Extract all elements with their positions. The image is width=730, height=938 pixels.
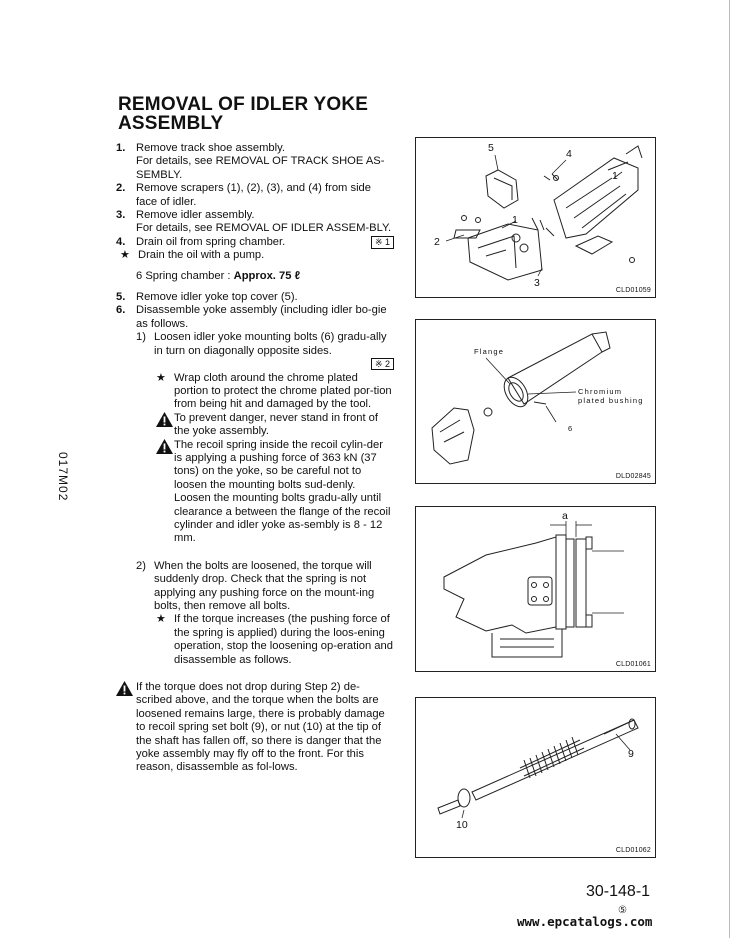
section-code: 017M02	[56, 452, 70, 502]
revision-mark: ⑤	[618, 905, 627, 916]
warning-recoil-spring: The recoil spring inside the recoil cylin-der is applying a pushing force of 363 kN (37 tons) on the yoke, so be careful not to loosen the mounting bolts sud-denly. Loosen the mounting bolts gradu-ally until clearance a between the flange of the recoil cylinder and idler yoke as-sembly is 8 - 12 mm.	[116, 439, 394, 546]
reference-mark: ※ 2	[371, 358, 394, 370]
callout-3: 3	[534, 277, 540, 289]
step-4-note: ★ Drain the oil with a pump.	[120, 249, 265, 262]
step-5: 5. Remove idler yoke top cover (5).	[116, 291, 298, 304]
page-number: 30-148-1	[586, 883, 651, 900]
warning-stand-clear: To prevent danger, never stand in front of the yoke assembly.	[116, 412, 394, 439]
warning-triangle-icon	[156, 412, 173, 427]
callout-2: 2	[434, 236, 440, 248]
step-4: 4. Drain oil from spring chamber. ※ 1	[116, 236, 394, 249]
step-6-1: 1) Loosen idler yoke mounting bolts (6) gradu-ally in turn on diagonally opposite sides. ※ 2	[116, 331, 394, 371]
step-6-2-note: ★ If the torque increases (the pushing force of the spring is applied) during the loos-ening operation, stop the loosening op-eration and disassemble as follows.	[156, 613, 393, 666]
figure-scrapers	[415, 137, 656, 298]
step-2: 2. Remove scrapers (1), (2), (3), and (4) from side face of idler.	[116, 182, 372, 208]
figure-code: DLD02845	[615, 473, 651, 480]
warning-torque: If the torque does not drop during Step 2) de-scribed above, and the torque when the bolts are loosened remains large, there is probably damage to recoil spring set bolt (9), or nut (10) at the tip of the shaft has fallen off, so there is danger that the yoke assembly may fly off to the front. For this reason, disassemble as fol-lows.	[116, 681, 394, 775]
figure-code: CLD01061	[615, 661, 651, 668]
spring-chamber-spec: 6 Spring chamber : Approx. 75 ℓ	[136, 269, 301, 282]
star-icon: ★	[156, 371, 167, 384]
callout-6: 6	[568, 424, 574, 433]
warning-triangle-icon	[156, 439, 173, 454]
figure-code: CLD01059	[615, 287, 651, 294]
figure-flange-clearance	[415, 506, 656, 672]
callout-4: 4	[566, 148, 572, 160]
callout-5: 5	[488, 142, 494, 154]
star-icon: ★	[156, 613, 167, 626]
footer-url: www.epcatalogs.com	[517, 914, 653, 929]
procedure-text	[116, 142, 394, 775]
reference-mark: ※ 1	[371, 236, 394, 249]
flange-clearance-drawing	[416, 507, 655, 671]
warning-triangle-icon	[116, 681, 133, 696]
label-flange: Flange	[474, 347, 505, 356]
star-icon: ★	[120, 249, 131, 262]
page-title: REMOVAL OF IDLER YOKE ASSEMBLY	[118, 94, 369, 134]
label-plated-bushing: plated bushing	[578, 396, 644, 405]
step-1: 1. Remove track shoe assembly. For details, see REMOVAL OF TRACK SHOE AS-SEMBLY.	[116, 142, 385, 181]
step-6-1-note: ★ Wrap cloth around the chrome plated portion to protect the chrome plated por-tion from being hit and damaged by the tool.	[156, 371, 392, 411]
label-chromium: Chromium	[578, 387, 623, 396]
scraper-drawing	[416, 138, 655, 297]
figure-recoil-spring	[415, 697, 656, 858]
step-3: 3. Remove idler assembly. For details, see REMOVAL OF IDLER ASSEM-BLY.	[116, 209, 392, 235]
figure-yoke-cover	[415, 319, 656, 484]
callout-1-right: 1	[612, 170, 618, 182]
callout-10: 10	[456, 819, 468, 831]
label-clearance-a: a	[562, 510, 568, 522]
step-6: 6. Disassemble yoke assembly (including idler bo-gie as follows.	[116, 304, 387, 330]
callout-9: 9	[628, 748, 634, 760]
step-6-2: 2) When the bolts are loosened, the torque will suddenly drop. Check that the spring is not applying any pushing force on the mount-ing bolts, then remove all bolts.	[136, 559, 375, 612]
figure-code: CLD01062	[615, 847, 651, 854]
recoil-spring-drawing	[416, 698, 655, 857]
callout-1: 1	[512, 214, 518, 226]
